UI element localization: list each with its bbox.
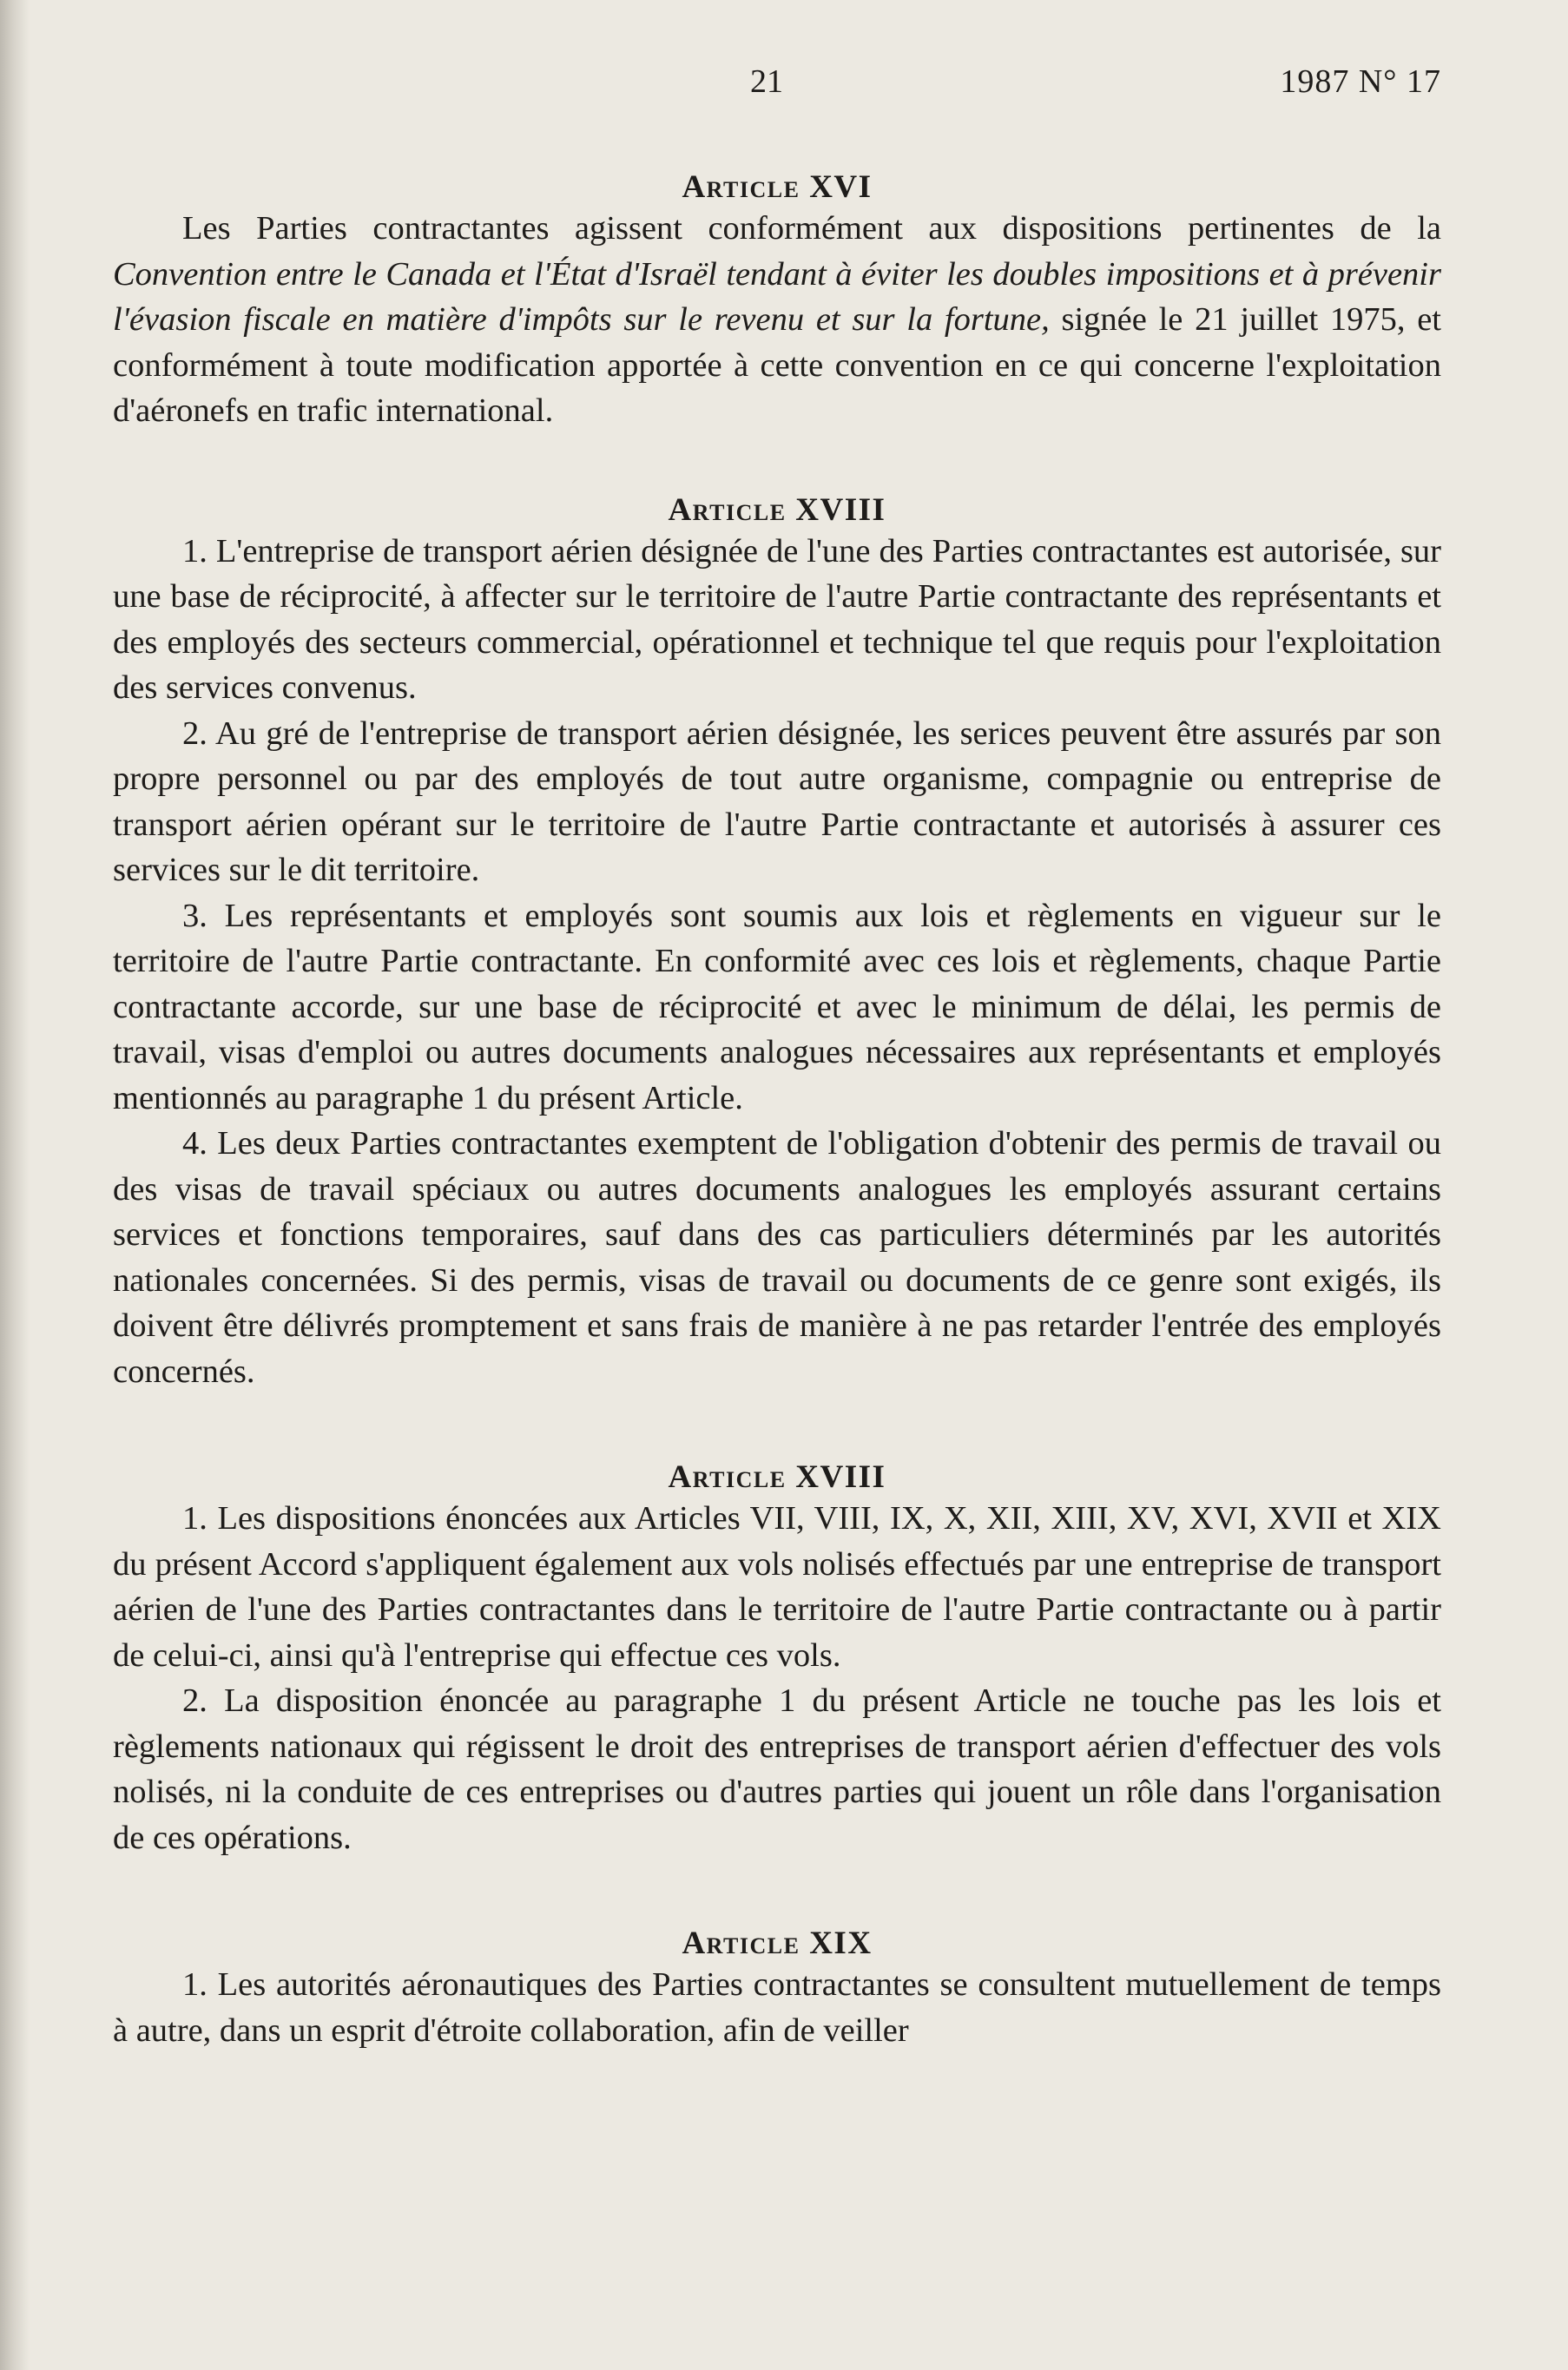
document-reference: 1987 N° 17 [1280,63,1441,100]
article-18-paragraph-3: 3. Les représentants et employés sont soumis aux lois et règlements en vigueur sur le territoire de l'autre Partie contractante. En conformité avec ces lois et règlements, chaque Partie contractante accorde, sur une base de réciprocité et avec le minimum de délai, les permis de travail, visas d'emploi ou autres documents analogues nécessaires aux représentants et employés mentionnés au paragraphe 1 du présent Article. [113,897,1441,1116]
article-16-text-pre: Les Parties contractantes agissent conformément aux dispositions pertinentes de la [182,210,1441,247]
convention-title: Convention entre le Canada et l'État d'Israël tendant à éviter les doubles impositions et à prévenir l'évasion fiscale en matière d'impôts sur le revenu et sur la fortune, [113,255,1441,338]
article-18-paragraph-1: 1. L'entreprise de transport aérien désignée de l'une des Parties contractantes est autorisée, sur une base de réciprocité, à affecter sur le territoire de l'autre Partie contractante des représentants et des employés des secteurs commercial, opérationnel et technique tel que requis pour l'exploitation des services convenus. [113,532,1441,706]
article-18-paragraph-2: 2. Au gré de l'entreprise de transport aérien désignée, les serices peuvent être assurés par son propre personnel ou par des employés de tout autre organisme, compagnie ou entreprise de transport aérien opérant sur le territoire de l'autre Partie contractante et autorisés à assurer ces services sur le dit territoire. [113,714,1441,888]
article-16-text-post: signée le 21 juillet 1975, et conformément à toute modification apportée à cette convention en ce qui concerne l'exploitation d'aéronefs en trafic international. [113,301,1441,429]
article-18-paragraph-4: 4. Les deux Parties contractantes exemptent de l'obligation d'obtenir des permis de travail ou des visas de travail spéciaux ou autres documents analogues les employés assurant certains services et fonctions temporaires, sauf dans des cas particuliers déterminés par les autorités nationales concernées. Si des permis, visas de travail ou documents de ce genre sont exigés, ils doivent être délivrés promptement et sans frais de manière à ne pas retarder l'entrée des employés concernés. [113,1125,1441,1390]
article-18-second-paragraph-2: 2. La disposition énoncée au paragraphe 1 du présent Article ne touche pas les lois et règlements nationaux qui régissent le droit des entreprises de transport aérien d'effectuer des vols nolisés, ni la conduite de ces entreprises ou d'autres parties qui jouent un rôle dans l'organisation de ces opérations. [113,1682,1441,1856]
article-18-heading: Article XVIII [668,491,886,528]
article-19-heading: Article XIX [682,1926,873,1961]
article-18-second-paragraph-1: 1. Les dispositions énoncées aux Articles VII, VIII, IX, X, XII, XIII, XV, XVI, XVII et XIX du présent Accord s'appliquent également aux vols nolisés effectués par une entreprise de transport aérien de l'une des Parties contractantes dans le territoire de l'autre Partie contractante ou à partir de celui-ci, ainsi qu'à l'entreprise qui effectue ces vols. [113,1500,1441,1674]
article-16-heading: Article XVI [682,169,873,205]
page-number: 21 [750,63,783,100]
article-18-second-heading: Article XVIII [668,1459,886,1495]
page-header [113,52,1441,113]
page-edge-shadow [0,0,30,2370]
article-19-paragraph-1: 1. Les autorités aéronautiques des Parties contractantes se consultent mutuellement de temps à autre, dans un esprit d'étroite collaboration, afin de veiller [113,1966,1441,2049]
document-page [113,52,1441,2344]
article-16-paragraph [113,206,1441,434]
